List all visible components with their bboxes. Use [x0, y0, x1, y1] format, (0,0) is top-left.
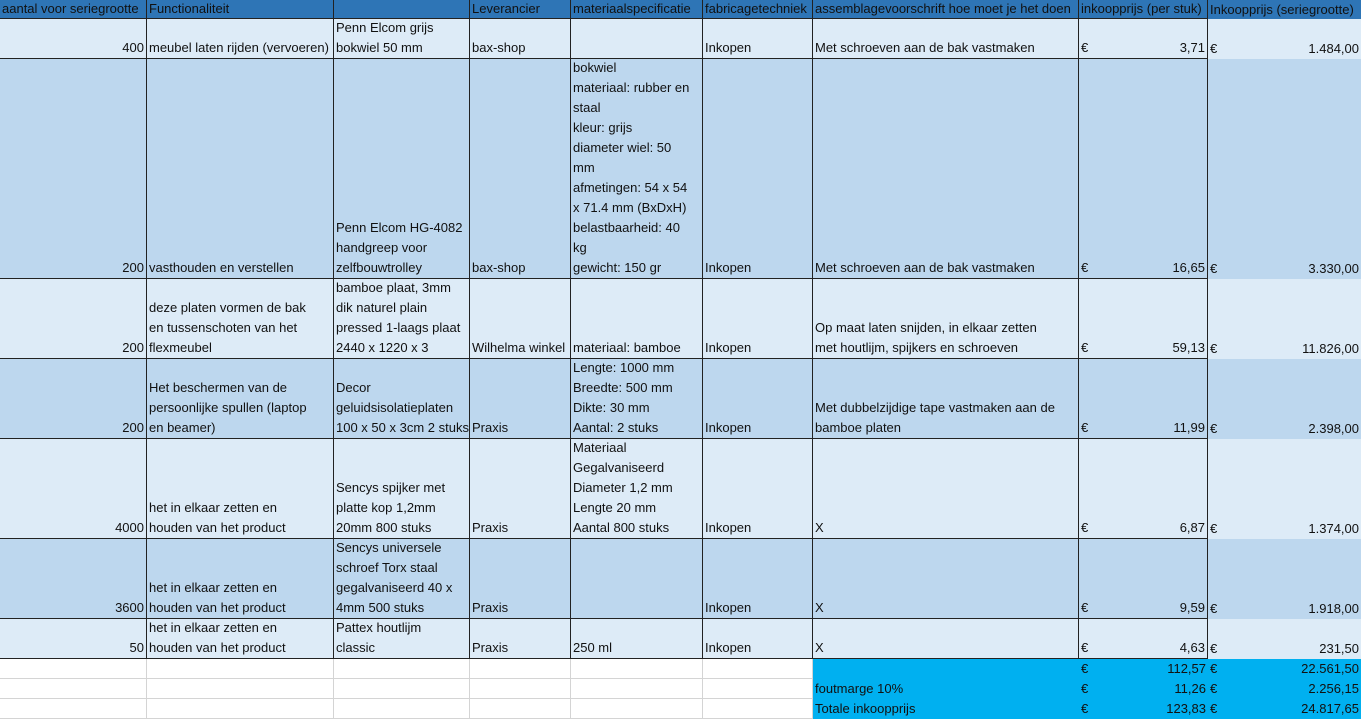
cell-text: 4000	[115, 520, 144, 535]
cell-text: 2440 x 1220 x 3	[336, 340, 429, 355]
amount: 6,87	[1179, 520, 1205, 535]
cell-quantity[interactable]	[0, 619, 147, 659]
cell-product[interactable]	[334, 359, 470, 439]
cell-text: bamboe plaat, 3mm	[336, 280, 451, 295]
cell-text: het in elkaar zetten en	[149, 580, 277, 595]
cell-text: Penn Elcom HG-4082	[336, 220, 463, 235]
cell-text: foutmarge 10%	[815, 681, 904, 696]
cell-fabrication[interactable]	[703, 59, 813, 279]
amount: 1.484,00	[1308, 41, 1359, 56]
cell-text: diameter wiel: 50	[573, 140, 672, 155]
currency-value	[1081, 699, 1206, 719]
cell-assembly[interactable]	[813, 59, 1079, 279]
amount: 3.330,00	[1308, 261, 1359, 276]
cell-text: X	[815, 640, 824, 655]
cell-text: Decor	[336, 380, 371, 395]
currency-value	[1081, 598, 1205, 618]
cell-text: kg	[573, 240, 587, 255]
currency-value	[1210, 39, 1359, 59]
column-header[interactable]	[147, 0, 334, 19]
cell-supplier[interactable]	[470, 359, 571, 439]
cell-text: het in elkaar zetten en	[149, 620, 277, 635]
cell-text: 250 ml	[573, 640, 613, 655]
column-header[interactable]	[571, 0, 703, 19]
cell-text: platte kop 1,2mm	[336, 500, 436, 515]
cell-text: met houtlijm, spijkers en schroeven	[815, 340, 1019, 355]
cell-text: aantal voor seriegrootte	[2, 1, 139, 16]
empty-cell[interactable]	[334, 679, 470, 699]
cell-text: gewicht: 150 gr	[573, 260, 662, 275]
cell-text: Praxis	[472, 640, 509, 655]
cell-quantity[interactable]	[0, 359, 147, 439]
column-header[interactable]	[813, 0, 1079, 19]
currency-symbol: €	[1081, 260, 1089, 275]
cell-text: belastbaarheid: 40	[573, 220, 680, 235]
cell-text: houden van het product	[149, 600, 286, 615]
currency-value	[1210, 699, 1359, 719]
currency-symbol: €	[1081, 701, 1089, 716]
cell-text: Praxis	[472, 420, 509, 435]
cell-text: Materiaal	[573, 440, 627, 455]
cell-total-unit[interactable]	[1079, 699, 1208, 719]
currency-symbol: €	[1210, 261, 1218, 276]
currency-value	[1081, 338, 1205, 358]
cell-total-series[interactable]	[1208, 699, 1361, 719]
cell-text: 20mm 800 stuks	[336, 520, 432, 535]
cell-text: Dikte: 30 mm	[573, 400, 650, 415]
cell-text: assemblagevoorschrift hoe moet je het doen	[815, 1, 1071, 16]
currency-symbol: €	[1210, 601, 1218, 616]
cell-text: persoonlijke spullen (laptop	[149, 400, 307, 415]
cell-text: inkoopprijs (per stuk)	[1081, 1, 1202, 16]
column-header[interactable]	[1208, 0, 1361, 19]
currency-value	[1210, 679, 1359, 699]
currency-symbol: €	[1081, 681, 1089, 696]
cell-total-unit[interactable]	[1079, 659, 1208, 679]
currency-symbol: €	[1081, 640, 1089, 655]
amount: 22.561,50	[1301, 661, 1359, 676]
amount: 16,65	[1172, 260, 1205, 275]
cell-text: Diameter 1,2 mm	[573, 480, 673, 495]
cell-text: Met schroeven aan de bak vastmaken	[815, 40, 1035, 55]
cell-supplier[interactable]	[470, 19, 571, 59]
cell-total-label[interactable]	[813, 659, 1079, 679]
cell-unit-price[interactable]	[1079, 19, 1208, 59]
cell-text: 50	[129, 640, 144, 655]
currency-value	[1210, 419, 1359, 439]
cell-text: Praxis	[472, 600, 509, 615]
cell-unit-price[interactable]	[1079, 439, 1208, 539]
empty-cell[interactable]	[703, 659, 813, 679]
empty-cell[interactable]	[334, 659, 470, 679]
currency-symbol: €	[1210, 341, 1218, 356]
cell-text: 100 x 50 x 3cm 2 stuks	[336, 420, 469, 435]
cell-supplier[interactable]	[470, 539, 571, 619]
currency-symbol: €	[1210, 521, 1218, 536]
cell-text: Inkoopprijs (seriegrootte)	[1210, 1, 1354, 17]
cell-text: geluidsisolatieplaten	[336, 400, 454, 415]
cell-text: fabricagetechniek	[705, 1, 807, 16]
amount: 123,83	[1166, 701, 1206, 716]
amount: 231,50	[1319, 641, 1359, 656]
cell-text: 200	[122, 420, 144, 435]
cell-text: x 71.4 mm (BxDxH)	[573, 200, 687, 215]
cell-assembly[interactable]	[813, 279, 1079, 359]
cell-text: bax-shop	[472, 40, 526, 55]
cell-material-spec[interactable]	[571, 539, 703, 619]
currency-value	[1210, 339, 1359, 359]
cell-material-spec[interactable]	[571, 439, 703, 539]
cell-unit-price[interactable]	[1079, 359, 1208, 439]
currency-symbol: €	[1081, 520, 1089, 535]
cell-text: handgreep voor	[336, 240, 428, 255]
cell-text: Inkopen	[705, 340, 752, 355]
empty-cell[interactable]	[571, 699, 703, 719]
empty-cell[interactable]	[0, 679, 147, 699]
cell-material-spec[interactable]	[571, 619, 703, 659]
column-header[interactable]	[1079, 0, 1208, 19]
empty-cell[interactable]	[571, 679, 703, 699]
currency-symbol: €	[1210, 41, 1218, 56]
cell-assembly[interactable]	[813, 359, 1079, 439]
cell-fabrication[interactable]	[703, 619, 813, 659]
cell-total-label[interactable]	[813, 679, 1079, 699]
cell-series-price[interactable]	[1208, 19, 1361, 59]
cell-text: Penn Elcom grijs	[336, 20, 434, 35]
currency-symbol: €	[1210, 701, 1218, 716]
empty-cell[interactable]	[147, 699, 334, 719]
cell-total-label[interactable]	[813, 699, 1079, 719]
cell-text: vasthouden en verstellen	[149, 260, 294, 275]
cell-text: Met schroeven aan de bak vastmaken	[815, 260, 1035, 275]
empty-cell[interactable]	[470, 679, 571, 699]
currency-symbol: €	[1210, 421, 1218, 436]
cell-series-price[interactable]	[1208, 359, 1361, 439]
cell-functionality[interactable]	[147, 539, 334, 619]
amount: 1.374,00	[1308, 521, 1359, 536]
cell-text: pressed 1-laags plaat	[336, 320, 461, 335]
cell-text: kleur: grijs	[573, 120, 633, 135]
amount: 2.398,00	[1308, 421, 1359, 436]
currency-symbol: €	[1081, 600, 1089, 615]
cell-quantity[interactable]	[0, 539, 147, 619]
amount: 11,99	[1173, 420, 1205, 435]
cell-total-series[interactable]	[1208, 679, 1361, 699]
cell-text: bokwiel	[573, 60, 617, 75]
cell-text: dik naturel plain	[336, 300, 428, 315]
cell-series-price[interactable]	[1208, 619, 1361, 659]
amount: 4,63	[1179, 640, 1205, 655]
cell-material-spec[interactable]	[571, 19, 703, 59]
cell-text: Inkopen	[705, 640, 752, 655]
cell-series-price[interactable]	[1208, 439, 1361, 539]
cell-quantity[interactable]	[0, 279, 147, 359]
cell-text: houden van het product	[149, 520, 286, 535]
cell-text: bokwiel 50 mm	[336, 40, 423, 55]
cell-supplier[interactable]	[470, 439, 571, 539]
cell-text: Inkopen	[705, 420, 752, 435]
empty-cell[interactable]	[470, 659, 571, 679]
amount: 11,26	[1174, 681, 1206, 696]
currency-value	[1081, 258, 1205, 278]
cell-quantity[interactable]	[0, 19, 147, 59]
cell-product[interactable]	[334, 539, 470, 619]
cell-product[interactable]	[334, 19, 470, 59]
cell-text: Functionaliteit	[149, 1, 230, 16]
cell-functionality[interactable]	[147, 619, 334, 659]
cell-text: materiaal: bamboe	[573, 340, 681, 355]
cell-product[interactable]	[334, 439, 470, 539]
cell-text: en tussenschoten van het	[149, 320, 298, 335]
currency-value	[1210, 599, 1359, 619]
cell-text: 4mm 500 stuks	[336, 600, 425, 615]
amount: 112,57	[1167, 661, 1206, 676]
cell-quantity[interactable]	[0, 59, 147, 279]
empty-cell[interactable]	[470, 699, 571, 719]
cell-unit-price[interactable]	[1079, 619, 1208, 659]
cell-functionality[interactable]	[147, 439, 334, 539]
cell-text: deze platen vormen de bak	[149, 300, 306, 315]
cell-material-spec[interactable]	[571, 359, 703, 439]
empty-cell[interactable]	[703, 699, 813, 719]
cell-unit-price[interactable]	[1079, 279, 1208, 359]
cell-text: staal	[573, 100, 601, 115]
cell-text: afmetingen: 54 x 54	[573, 180, 688, 195]
amount: 24.817,65	[1301, 701, 1359, 716]
cell-text: Sencys universele	[336, 540, 442, 555]
column-header[interactable]	[334, 0, 470, 19]
cell-material-spec[interactable]	[571, 59, 703, 279]
cell-functionality[interactable]	[147, 19, 334, 59]
cell-text: Lengte: 1000 mm	[573, 360, 675, 375]
amount: 1.918,00	[1308, 601, 1359, 616]
empty-cell[interactable]	[147, 679, 334, 699]
currency-value	[1081, 679, 1206, 699]
empty-cell[interactable]	[0, 699, 147, 719]
cell-unit-price[interactable]	[1079, 59, 1208, 279]
currency-symbol: €	[1081, 420, 1089, 435]
cell-fabrication[interactable]	[703, 539, 813, 619]
empty-cell[interactable]	[147, 659, 334, 679]
cell-text: gegalvaniseerd 40 x	[336, 580, 453, 595]
cell-total-series[interactable]	[1208, 659, 1361, 679]
currency-value	[1210, 259, 1359, 279]
currency-value	[1081, 518, 1205, 538]
cell-series-price[interactable]	[1208, 59, 1361, 279]
cell-total-unit[interactable]	[1079, 679, 1208, 699]
cell-functionality[interactable]	[147, 279, 334, 359]
amount: 3,71	[1179, 40, 1205, 55]
currency-value	[1210, 519, 1359, 539]
cell-text: Lengte 20 mm	[573, 500, 657, 515]
cell-text: 3600	[115, 600, 144, 615]
cell-text: Pattex houtlijm	[336, 620, 422, 635]
cell-text: X	[815, 520, 824, 535]
currency-symbol: €	[1210, 661, 1218, 676]
cell-text: Op maat laten snijden, in elkaar zetten	[815, 320, 1037, 335]
currency-symbol: €	[1210, 681, 1218, 696]
cell-text: Aantal 800 stuks	[573, 520, 670, 535]
currency-symbol: €	[1081, 40, 1089, 55]
cell-text: mm	[573, 160, 595, 175]
cell-text: Inkopen	[705, 520, 752, 535]
column-header[interactable]	[470, 0, 571, 19]
cell-product[interactable]	[334, 59, 470, 279]
cell-text: meubel laten rijden (vervoeren)	[149, 40, 329, 55]
currency-symbol: €	[1081, 661, 1089, 676]
amount: 11.826,00	[1302, 341, 1359, 356]
currency-value	[1081, 659, 1206, 679]
cell-fabrication[interactable]	[703, 279, 813, 359]
currency-symbol: €	[1210, 641, 1218, 656]
cell-series-price[interactable]	[1208, 279, 1361, 359]
cell-text: Aantal: 2 stuks	[573, 420, 659, 435]
cell-text: Breedte: 500 mm	[573, 380, 673, 395]
cell-material-spec[interactable]	[571, 279, 703, 359]
cell-product[interactable]	[334, 279, 470, 359]
cell-text: en beamer)	[149, 420, 216, 435]
cell-fabrication[interactable]	[703, 359, 813, 439]
cell-text: Leverancier	[472, 1, 540, 16]
cell-text: schroef Torx staal	[336, 560, 438, 575]
cell-functionality[interactable]	[147, 59, 334, 279]
currency-value	[1081, 38, 1205, 58]
cell-text: materiaalspecificatie	[573, 1, 691, 16]
amount: 59,13	[1172, 340, 1205, 355]
amount: 2.256,15	[1308, 681, 1359, 696]
cell-assembly[interactable]	[813, 439, 1079, 539]
cell-supplier[interactable]	[470, 279, 571, 359]
currency-symbol: €	[1081, 340, 1089, 355]
cell-text: Het beschermen van de	[149, 380, 288, 395]
cell-fabrication[interactable]	[703, 439, 813, 539]
cell-assembly[interactable]	[813, 539, 1079, 619]
empty-cell[interactable]	[703, 679, 813, 699]
cell-text: classic	[336, 640, 376, 655]
empty-cell[interactable]	[0, 659, 147, 679]
cell-text: het in elkaar zetten en	[149, 500, 277, 515]
cell-text: Totale inkoopprijs	[815, 701, 916, 716]
cell-text: 200	[122, 260, 144, 275]
cell-text: bax-shop	[472, 260, 526, 275]
amount: 9,59	[1179, 600, 1205, 615]
cell-text: Praxis	[472, 520, 509, 535]
column-header[interactable]	[703, 0, 813, 19]
cell-text: Inkopen	[705, 600, 752, 615]
cell-text: houden van het product	[149, 640, 286, 655]
cell-text: Gegalvaniseerd	[573, 460, 665, 475]
cell-text: Met dubbelzijdige tape vastmaken aan de	[815, 400, 1055, 415]
cell-text: Wilhelma winkel	[472, 340, 566, 355]
cell-supplier[interactable]	[470, 619, 571, 659]
empty-cell[interactable]	[571, 659, 703, 679]
cell-product[interactable]	[334, 619, 470, 659]
cell-functionality[interactable]	[147, 359, 334, 439]
empty-cell[interactable]	[334, 699, 470, 719]
cell-supplier[interactable]	[470, 59, 571, 279]
cell-text: Inkopen	[705, 40, 752, 55]
cell-text: 200	[122, 340, 144, 355]
cell-text: zelfbouwtrolley	[336, 260, 422, 275]
cell-text: flexmeubel	[149, 340, 212, 355]
cell-fabrication[interactable]	[703, 19, 813, 59]
cell-text: Sencys spijker met	[336, 480, 446, 495]
currency-value	[1081, 418, 1205, 438]
cell-text: X	[815, 600, 824, 615]
cell-text: materiaal: rubber en	[573, 80, 690, 95]
cell-text: Inkopen	[705, 260, 752, 275]
currency-value	[1210, 639, 1359, 659]
cell-text: 400	[122, 40, 144, 55]
cell-unit-price[interactable]	[1079, 539, 1208, 619]
cell-assembly[interactable]	[813, 619, 1079, 659]
cell-quantity[interactable]	[0, 439, 147, 539]
currency-value	[1210, 659, 1359, 679]
column-header[interactable]	[0, 0, 147, 19]
cell-assembly[interactable]	[813, 19, 1079, 59]
cell-text: bamboe platen	[815, 420, 902, 435]
currency-value	[1081, 638, 1205, 658]
cell-series-price[interactable]	[1208, 539, 1361, 619]
